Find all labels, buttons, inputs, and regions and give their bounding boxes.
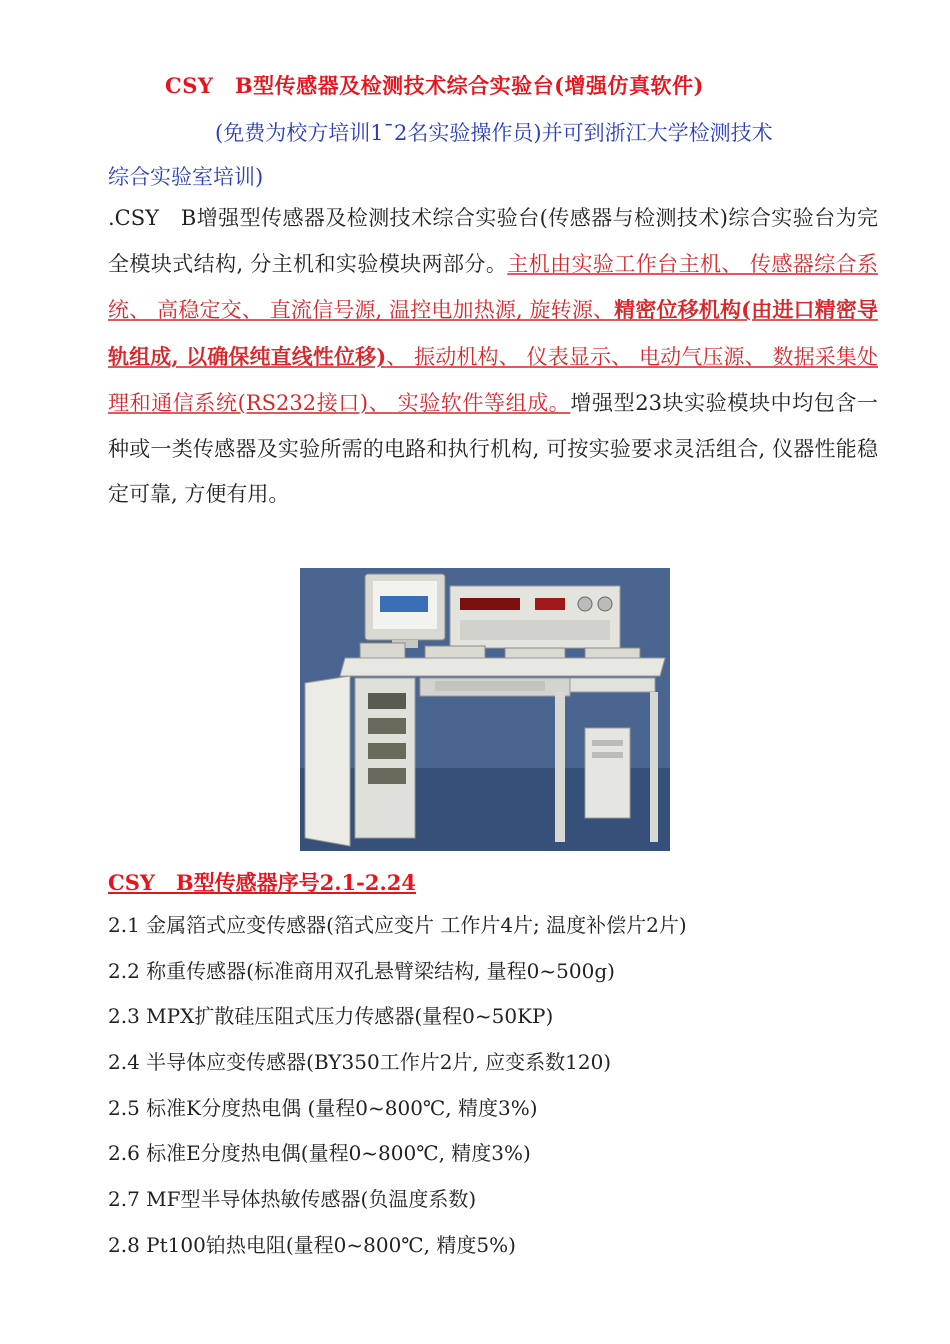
training-note-line2: 综合实验室培训) bbox=[108, 165, 264, 189]
intro-host-list: 主机由实验工作台主机、 传感器综合系统、 高稳定交、 直流信号源, 温控电加热源, 旋转源、 bbox=[108, 251, 878, 323]
list-item: 2.5 标准K分度热电偶 (量程0~800℃, 精度3%) bbox=[108, 1095, 538, 1120]
list-item: 2.2 称重传感器(标准商用双孔悬臂梁结构, 量程0~500g) bbox=[108, 958, 615, 983]
list-item: 2.3 MPX扩散硅压阻式压力传感器(量程0~50KP) bbox=[108, 1004, 554, 1029]
list-item: 2.4 半导体应变传感器(BY350工作片2片, 应变系数120) bbox=[108, 1050, 612, 1075]
intro-text-1: .CSY B增强型传感器及检测技术综合实验台(传感器与检测技术)综合实验台为完全模块式结构, 分主机和实验模块两部分。 bbox=[108, 206, 878, 276]
sensor-list bbox=[108, 905, 687, 1271]
list-item: 2.8 Pt100铂热电阻(量程0~800℃, 精度5%) bbox=[108, 1232, 516, 1257]
training-note-line1: (免费为校方培训1¯2名实验操作员)并可到浙江大学检测技术 bbox=[215, 121, 773, 145]
list-item: 2.6 标准E分度热电偶(量程0~800℃, 精度3%) bbox=[108, 1141, 531, 1166]
document-title: CSY B型传感器及检测技术综合实验台(增强仿真软件) bbox=[165, 73, 704, 98]
intro-host-list-cont: 、 振动机构、 仪表显示、 电动气压源、 数据采集处理和通信系统(RS232接口)、 实验软件等组成。 bbox=[108, 345, 878, 415]
sensor-list-title: CSY B型传感器序号2.1-2.24 bbox=[108, 870, 417, 895]
intro-text-2: 增强型23块实验模块中均包含一种或一类传感器及实验所需的电路和执行机构, 可按实验要求灵活组合, 仪器性能稳定可靠, 方便有用。 bbox=[108, 390, 878, 507]
intro-precision-mechanism: 精密位移机构(由进口精密导轨组成, 以确保纯直线性位移) bbox=[108, 297, 878, 370]
intro-paragraph bbox=[108, 196, 878, 518]
list-item: 2.1 金属箔式应变传感器(箔式应变片 工作片4片; 温度补偿片2片) bbox=[108, 913, 687, 937]
workbench-photo bbox=[300, 568, 670, 851]
list-item: 2.7 MF型半导体热敏传感器(负温度系数) bbox=[108, 1187, 477, 1212]
